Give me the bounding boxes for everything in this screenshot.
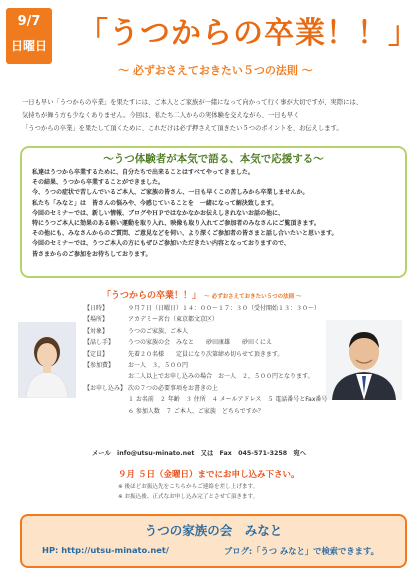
event-title [102, 288, 302, 301]
deadline-notice: ９月 ５日（金曜日）までにお申し込み下さい。 [118, 470, 300, 480]
speaker-photo-woman [18, 322, 76, 398]
detail-label: 【参加費】 [84, 362, 115, 370]
page-title: 「うつからの卒業！！」 [78, 16, 419, 51]
contact-line: メール info@utsu-minato.net 又は Fax 045-571-3258 宛へ [92, 450, 307, 457]
detail-value: ６ 参加人数 ７ ご本人、ご家族 どちらですか？ [128, 407, 264, 415]
panel-line: 特にうつご本人に効果のある軽い運動を取り入れ、映像も取り入れてご参加者のみなさんにご覧頂きます。 [32, 220, 320, 228]
detail-row [84, 394, 328, 405]
note-line: ※ 後ほどお振込先をこちらからご連絡を差し上げます。 [118, 484, 259, 490]
detail-value: ９月７日（日曜日）１４：００～１７：３０（受付開始１３：３０～） [128, 305, 321, 312]
detail-value: うつの家族の会 みなと 砂田康雄 砂田くにえ [128, 339, 273, 347]
panel-line: 今回のセミナーでは、新しい情報、ブログやＨＰではなかなかお伝えしきれないお話の他に、 [32, 209, 285, 217]
detail-label: 【話し手】 [84, 339, 115, 347]
page-subtitle: ～ 必ずおさえておきたい５つの法則 ～ [118, 64, 313, 77]
footer-box [20, 514, 407, 568]
blog-search-text: ブログ:「うつ みなと」で検索できます。 [224, 546, 379, 556]
detail-row [84, 406, 324, 417]
detail-label: 【対象】 [84, 327, 109, 335]
panel-line: 今、うつの症状で苦しんでいるご本人、ご家族の皆さん、一日も早くこの苦しみから卒業しませんか。 [32, 189, 309, 197]
detail-value: アカデミー茗台（東京都文京区） [128, 316, 218, 324]
detail-row [84, 360, 324, 371]
panel-line: 私達はうつから卒業するために、自分たちで出来ることはすべてやってきました。 [32, 169, 254, 176]
intro-line: 「うつからの卒業」を果たして頂くために、これだけは必ず押さえて頂きたい５つのポイントを、お伝えします。 [22, 125, 343, 132]
detail-label: 【定員】 [84, 350, 109, 358]
panel-line: その他にも、みなさんからのご質問、ご意見などを伺い、より深くご参加者の皆さまと話し合いたいと思います。 [32, 230, 338, 238]
detail-label: 【場所】 [84, 316, 109, 324]
detail-row [84, 326, 324, 337]
detail-row [84, 337, 324, 348]
event-title-main: 「うつからの卒業！！」 [102, 291, 202, 301]
event-details [84, 303, 328, 417]
homepage-link[interactable]: HP: http://utsu-minato.net/ [42, 545, 169, 555]
detail-value: 先着２０名様 定員になり次第締め切らせて頂きます。 [128, 350, 284, 358]
intro-line: 気持ちが舞う方も少なくありません。今回は、私たち二人からの実体験を交えながら、一日も早く [22, 112, 300, 119]
detail-value: お二人以上でお申し込みの場合 お一人 ２，５００円となります。 [128, 373, 314, 381]
payment-notes [118, 482, 368, 502]
detail-row [84, 383, 324, 394]
panel-title: ～うつ体験者が本気で語る、本気で応援する～ [103, 153, 324, 165]
detail-value: １ お名前 ２ 年齢 ３ 住所 ４ メールアドレス ５ 電話番号とFax番号 [128, 396, 328, 404]
detail-label: 【お申し込み】 [84, 384, 127, 392]
detail-row [84, 303, 324, 314]
org-name: うつの家族の会 みなと [144, 523, 283, 538]
panel-line: 皆さまからのご参加をお待ちしております。 [32, 250, 152, 258]
date-weekday: 日曜日 [10, 39, 47, 53]
detail-value: 次の７つの必要事項をお書きの上 [128, 384, 219, 392]
detail-value: お一人 ３，５００円 [128, 362, 189, 370]
detail-row [84, 371, 324, 382]
panel-line: その結果、うつから卒業することができました。 [32, 179, 165, 187]
intro-text [22, 96, 402, 135]
date-day: 9/7 [17, 14, 41, 29]
panel-line: 今回のセミナーでは、うつご本人の方にもぜひご参加いただきたい内容となっておりますので、 [32, 240, 290, 248]
event-title-sub: ～ 必ずおさえておきたい５つの法則 ～ [204, 294, 302, 300]
detail-row [84, 314, 324, 325]
speaker-photo-man [326, 320, 402, 400]
detail-label: 【日時】 [84, 305, 109, 312]
detail-value: うつのご家族、ご本人 [128, 327, 189, 335]
note-line: ※ お振込後、正式なお申し込み完了とさせて頂きます。 [118, 494, 259, 500]
panel-line: 私たち「みなと」は 皆さんの悩みや、今感じていることを 一緒になって解決致します。 [32, 199, 278, 207]
intro-line: 一日も早い「うつからの卒業」を果たすには、ご本人とご家族が一緒になって向かって行く事が大切ですが、実際には、 [22, 99, 363, 106]
message-panel [20, 146, 407, 278]
panel-body [32, 168, 397, 260]
date-badge [6, 8, 52, 64]
detail-row [84, 349, 324, 360]
